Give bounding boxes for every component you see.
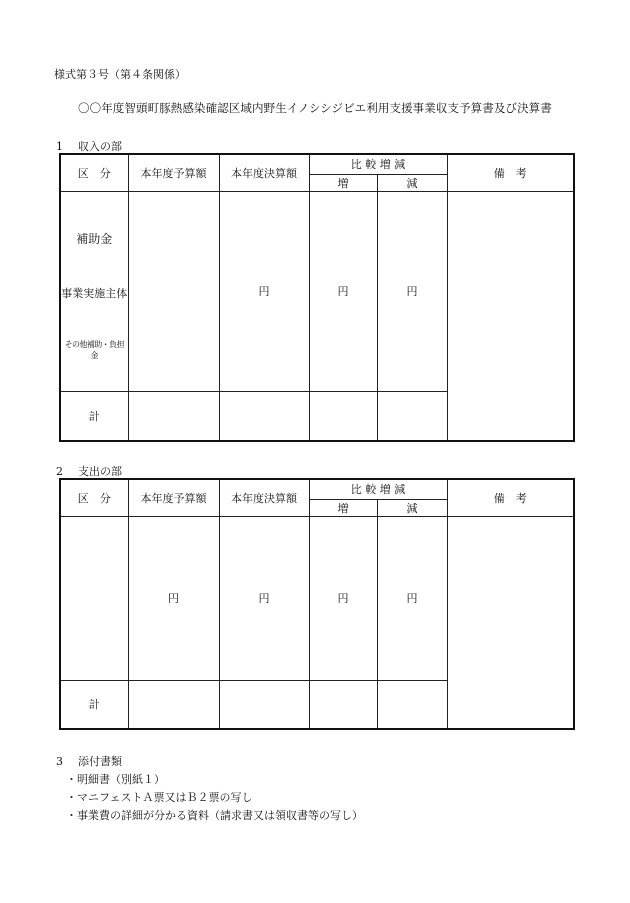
- attachments-section-heading: [56, 753, 122, 769]
- income-budget-cell: [128, 191, 219, 391]
- expense-section-number: 2: [56, 465, 63, 478]
- income-row-operator: 事業実施主体: [61, 286, 128, 300]
- income-total-budget: [128, 391, 219, 441]
- document-title: 〇〇年度智頭町豚熱感染確認区域内野生イノシシジビエ利用支援事業収支予算書及び決算書: [78, 101, 552, 115]
- expense-decrease-cell: 円: [377, 516, 447, 680]
- expense-section-title: 支出の部: [78, 465, 122, 478]
- expense-header-budget: 本年度予算額: [128, 479, 219, 516]
- expense-total-label: 計: [60, 680, 128, 729]
- expense-header-decrease: 減: [377, 499, 447, 516]
- attachment-item: ・明細書（別紙１）: [66, 773, 165, 786]
- expense-budget-cell: 円: [128, 516, 219, 680]
- income-header-category: 区 分: [60, 154, 128, 191]
- income-header-comparison: 比 較 増 減: [309, 154, 447, 174]
- expense-settlement-cell: 円: [219, 516, 309, 680]
- attachments-section-title: 添付書類: [78, 755, 122, 768]
- expense-header-comparison: 比 較 増 減: [309, 479, 447, 499]
- income-section-number: 1: [56, 140, 63, 153]
- income-header-budget: 本年度予算額: [128, 154, 219, 191]
- expense-remarks-cell: [447, 516, 574, 729]
- expense-category-cell: [60, 516, 128, 680]
- income-settlement-cell: 円: [219, 191, 309, 391]
- income-decrease-cell: 円: [377, 191, 447, 391]
- expense-total-decrease: [377, 680, 447, 729]
- income-total-decrease: [377, 391, 447, 441]
- expense-header-category: 区 分: [60, 479, 128, 516]
- income-table: [59, 153, 575, 442]
- expense-header-increase: 増: [309, 499, 377, 516]
- income-section-heading: [56, 138, 122, 154]
- expense-total-budget: [128, 680, 219, 729]
- income-total-increase: [309, 391, 377, 441]
- expense-table: [59, 478, 575, 730]
- income-row-subsidy: 補助金: [76, 231, 113, 246]
- income-header-increase: 増: [309, 174, 377, 191]
- income-total-settlement: [219, 391, 309, 441]
- attachment-item: ・事業費の詳細が分かる資料（請求書又は領収書等の写し）: [66, 809, 363, 822]
- income-header-decrease: 減: [377, 174, 447, 191]
- attachment-item: ・マニフェストＡ票又はＢ２票の写し: [66, 791, 253, 804]
- income-header-settlement: 本年度決算額: [219, 154, 309, 191]
- expense-total-increase: [309, 680, 377, 729]
- expense-increase-cell: 円: [309, 516, 377, 680]
- income-section-title: 収入の部: [78, 140, 122, 153]
- income-row-other: その他補助・負担金: [64, 339, 124, 360]
- expense-header-settlement: 本年度決算額: [219, 479, 309, 516]
- income-remarks-cell: [447, 191, 574, 441]
- expense-header-remarks: 備 考: [447, 479, 574, 516]
- income-header-remarks: 備 考: [447, 154, 574, 191]
- expense-section-heading: [56, 463, 122, 479]
- attachments-section-number: 3: [56, 755, 63, 768]
- income-total-label: 計: [60, 391, 128, 441]
- income-category-cell: [60, 191, 128, 391]
- form-number: 様式第３号（第４条関係）: [54, 68, 186, 81]
- expense-total-settlement: [219, 680, 309, 729]
- income-increase-cell: 円: [309, 191, 377, 391]
